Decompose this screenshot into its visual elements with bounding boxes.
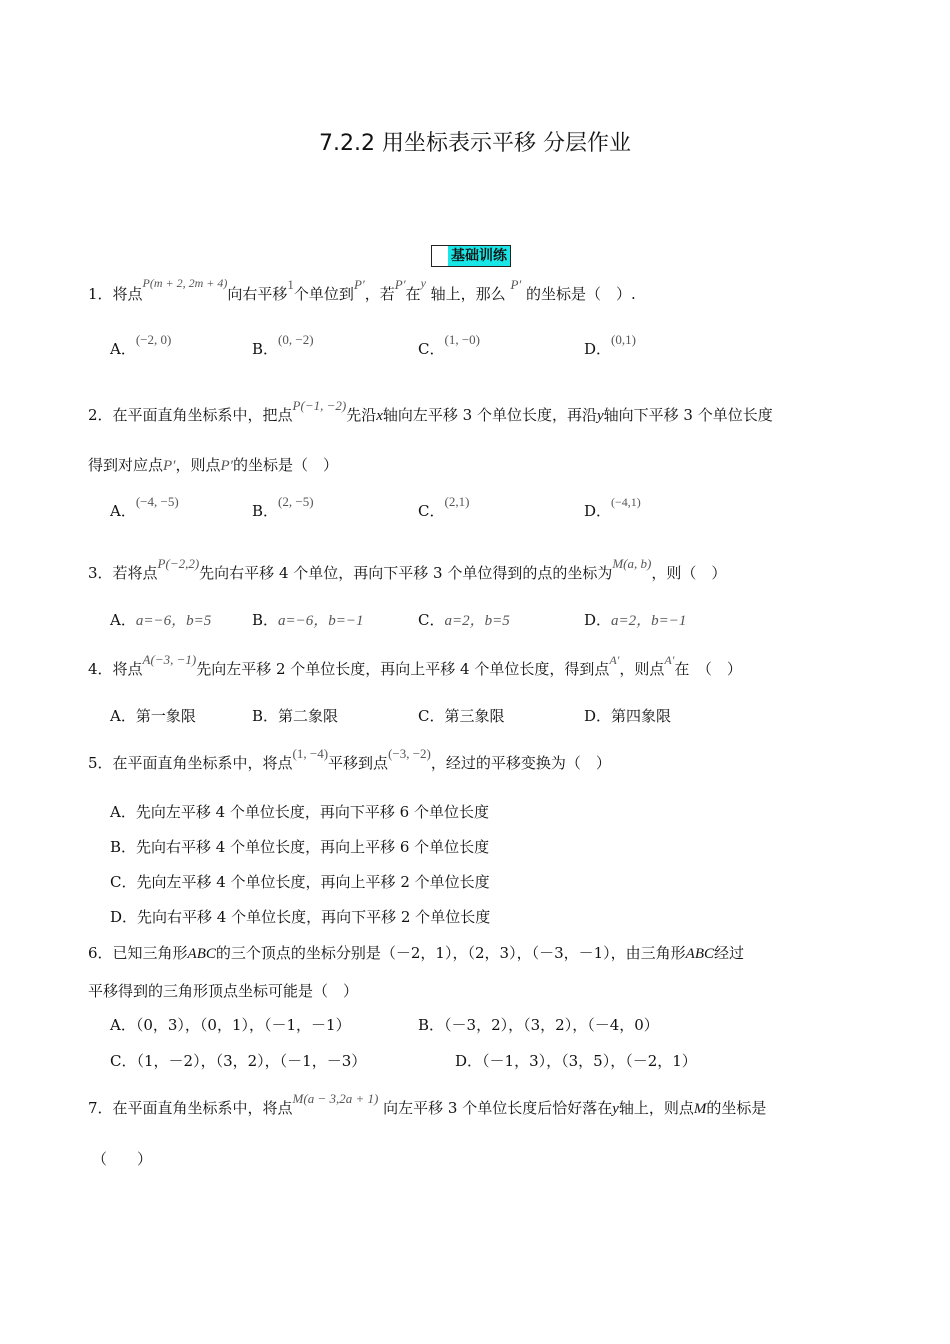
q3-option-c[interactable] (418, 609, 510, 632)
question-2-line-2 (88, 454, 338, 477)
q2-text-3: 轴向左平移 3 个单位长度，再沿 (382, 406, 597, 424)
q5-point-expr-2: (−3, −2) (388, 746, 431, 761)
q2-text-5: 得到对应点 (88, 456, 164, 474)
q2-option-b-label: B． (252, 502, 279, 520)
q7-text-4: 的坐标是 (706, 1099, 767, 1117)
q1-text-5: 在 (405, 285, 421, 303)
question-6-line-2: 平移得到的三角形顶点坐标可能是（ ） (88, 982, 359, 1000)
question-5 (88, 746, 611, 775)
q4-option-c-label: C． (418, 707, 445, 725)
q1-text-4: ，若 (364, 285, 395, 303)
q2-text-7: 的坐标是（ ） (232, 456, 338, 474)
q1-option-d-value: (0,1) (611, 332, 636, 347)
q4-option-a[interactable] (110, 705, 196, 727)
q1-point-expr: P(m + 2, 2m + 4) (142, 276, 228, 290)
q3-option-a-value: a=−6，b=5 (135, 613, 212, 629)
q3-option-b[interactable] (252, 609, 364, 632)
q3-option-c-label: C． (418, 611, 445, 629)
q4-option-d-label: D． (584, 707, 612, 725)
q3-option-d[interactable] (584, 609, 686, 632)
q1-option-d-label: D． (584, 340, 612, 358)
q1-option-c-label: C． (418, 340, 445, 358)
q4-option-d[interactable] (584, 705, 671, 727)
q2-option-a-label: A． (110, 502, 136, 520)
q7-y-axis: y (612, 1101, 619, 1117)
q4-point-prime-2: A′ (664, 653, 675, 667)
q2-option-d[interactable] (584, 495, 641, 523)
q1-option-a-value: (−2, 0) (135, 332, 172, 347)
q6-text-2: 的三个顶点的坐标分别是（－2，1），（2，3），（－3，－1），由三角形 (215, 944, 686, 962)
q3-option-d-label: D． (584, 611, 612, 629)
question-4 (88, 652, 742, 681)
q1-text-1: 1．将点 (88, 285, 143, 303)
q3-text-3: ，则（ ） (651, 564, 727, 582)
q2-x-axis: x (376, 408, 383, 424)
q2-point-expr: P(−1, −2) (292, 398, 347, 413)
q1-text-3: 个单位到 (293, 285, 354, 303)
q3-option-b-label: B． (252, 611, 279, 629)
q2-text-6: ，则点 (175, 456, 221, 474)
q6-text-3: 经过 (714, 944, 745, 962)
q1-option-c[interactable] (418, 332, 480, 361)
q3-text-1: 3．若将点 (88, 564, 158, 582)
q3-text-2: 先向右平移 4 个单位，再向下平移 3 个单位得到的点的坐标为 (199, 564, 613, 582)
q3-option-b-value: a=−6，b=−1 (278, 613, 364, 629)
q2-option-a-value: (−4, −5) (135, 494, 179, 509)
q7-text-2: 向左平移 3 个单位长度后恰好落在 (383, 1099, 613, 1117)
q1-text-2: 向右平移 (227, 285, 288, 303)
q1-text-7: 的坐标是（ ）. (526, 285, 636, 303)
q1-option-b-label: B． (252, 340, 279, 358)
q7-point-expr: M(a − 3,2a + 1) (292, 1091, 379, 1106)
q7-point-m: M (693, 1101, 707, 1117)
question-6 (88, 942, 744, 965)
section-badge-label: 基础训练 (448, 246, 510, 266)
q7-text-1: 7．在平面直角坐标系中，将点 (88, 1099, 293, 1117)
q6-option-b[interactable]: B．（－3，2），（3，2），（－4，0） (418, 1016, 659, 1034)
q1-point-prime-1: P′ (353, 277, 365, 292)
q2-point-prime-2: P′ (220, 458, 233, 474)
q4-point-prime-1: A′ (609, 653, 620, 667)
q6-option-c[interactable]: C．（1，－2），（3，2），（－1，－3） (110, 1052, 367, 1070)
q6-option-a[interactable]: A．（0，3），（0，1），（－1，－1） (110, 1016, 351, 1034)
q6-text-1: 6．已知三角形 (88, 944, 188, 962)
q4-point-expr: A(−3, −1) (142, 652, 197, 667)
q4-option-c-value: 第三象限 (444, 707, 505, 725)
q4-option-d-value: 第四象限 (611, 707, 672, 725)
q3-point-m-expr: M(a, b) (612, 556, 652, 571)
q2-text-4: 轴向下平移 3 个单位长度 (603, 406, 773, 424)
q2-option-c-label: C． (418, 502, 445, 520)
q3-point-expr: P(−2,2) (157, 556, 200, 571)
q1-option-a-label: A． (110, 340, 136, 358)
q2-option-c[interactable] (418, 494, 470, 523)
q1-point-prime-2: P′ (394, 277, 406, 292)
q1-text-6: 轴上，那么 (430, 285, 506, 303)
q5-point-expr: (1, −4) (292, 746, 329, 761)
q2-option-b[interactable] (252, 494, 314, 523)
question-1 (88, 276, 636, 306)
q1-y-axis: y (420, 276, 426, 290)
q4-text-2: 先向左平移 2 个单位长度，再向上平移 4 个单位长度，得到点 (196, 660, 610, 678)
q4-option-a-label: A． (110, 707, 136, 725)
q5-option-b[interactable]: B．先向右平移 4 个单位长度，再向上平移 6 个单位长度 (110, 838, 490, 856)
q2-option-b-value: (2, −5) (278, 494, 314, 509)
q2-option-a[interactable] (110, 494, 179, 523)
q1-point-prime-3: P′ (510, 277, 522, 292)
q3-option-d-value: a=2，b=−1 (611, 613, 687, 629)
q1-option-b[interactable] (252, 332, 314, 361)
q5-option-c[interactable]: C．先向左平移 4 个单位长度，再向上平移 2 个单位长度 (110, 873, 490, 891)
q4-text-3: ，则点 (619, 660, 665, 678)
q4-option-a-value: 第一象限 (135, 707, 196, 725)
q3-option-a[interactable] (110, 609, 211, 632)
q5-text-2: 平移到点 (328, 754, 389, 772)
section-badge-gap (432, 246, 448, 266)
q5-text-1: 5．在平面直角坐标系中，将点 (88, 754, 293, 772)
question-7-line-2: （ ） (92, 1150, 153, 1168)
q5-text-3: ，经过的平移变换为（ ） (430, 754, 611, 772)
q4-text-1: 4．将点 (88, 660, 143, 678)
q2-option-c-value: (2,1) (444, 494, 470, 509)
q2-option-d-value: (−4,1) (611, 495, 641, 509)
q2-text-2: 先沿 (346, 406, 377, 424)
q1-number-one: 1 (287, 277, 294, 292)
q4-option-b-label: B． (252, 707, 279, 725)
q2-y-axis: y (596, 408, 604, 424)
section-badge (431, 245, 511, 267)
q2-text-1: 2．在平面直角坐标系中，把点 (88, 406, 293, 424)
q5-option-d[interactable]: D．先向右平移 4 个单位长度，再向下平移 2 个单位长度 (110, 908, 491, 926)
q2-point-prime-1: P′ (163, 458, 176, 474)
q4-text-4: 在 （ ） (674, 660, 742, 678)
q3-option-c-value: a=2，b=5 (444, 613, 510, 629)
q6-option-d[interactable]: D．（－1，3），（3，5），（－2，1） (455, 1052, 697, 1070)
q4-option-c[interactable] (418, 705, 505, 727)
q6-triangle-abc-2: ABC (685, 946, 714, 962)
q1-option-b-value: (0, −2) (278, 332, 314, 347)
q1-option-c-value: (1, −0) (444, 332, 480, 347)
q7-text-3: 轴上，则点 (618, 1099, 694, 1117)
q3-option-a-label: A． (110, 611, 136, 629)
q4-option-b-value: 第二象限 (278, 707, 339, 725)
question-3 (88, 556, 727, 585)
question-7 (88, 1091, 767, 1120)
q5-option-a[interactable]: A．先向左平移 4 个单位长度，再向下平移 6 个单位长度 (110, 803, 489, 821)
q4-option-b[interactable] (252, 705, 338, 727)
question-2 (88, 398, 773, 427)
q2-option-d-label: D． (584, 502, 612, 520)
q6-triangle-abc-1: ABC (187, 946, 216, 962)
q1-option-a[interactable] (110, 332, 172, 361)
q1-option-d[interactable] (584, 332, 636, 361)
page-title: 7.2.2 用坐标表示平移 分层作业 (319, 131, 631, 156)
